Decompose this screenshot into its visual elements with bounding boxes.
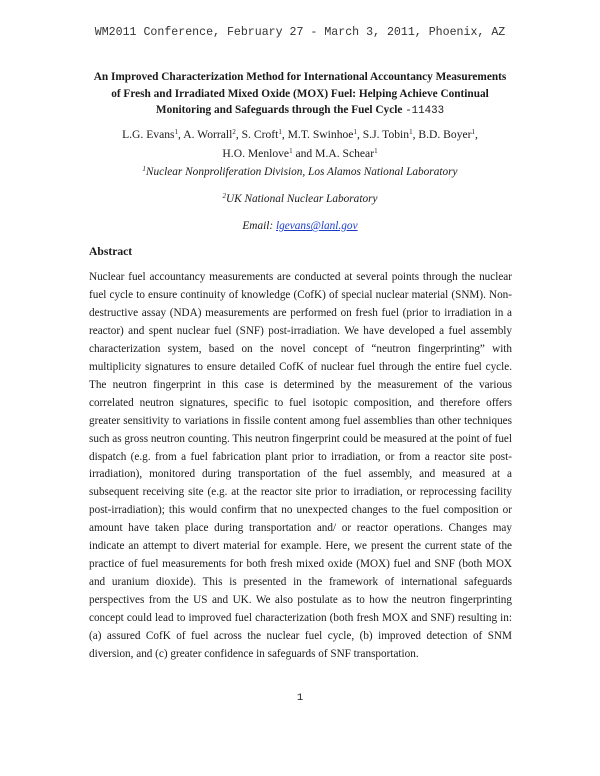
author: A. Worrall	[183, 128, 233, 141]
paper-title	[90, 69, 510, 120]
author: B.D. Boyer	[418, 128, 472, 141]
email-link[interactable]: lgevans@lanl.gov	[275, 220, 358, 232]
paper-id: -11433	[405, 105, 445, 117]
abstract-heading: Abstract	[89, 245, 133, 258]
author-aff: 1	[409, 128, 413, 136]
author-aff: 1	[374, 147, 378, 155]
author-aff: 1	[278, 128, 282, 136]
author-aff: 1	[353, 128, 357, 136]
author: M.T. Swinhoe	[287, 128, 354, 141]
abstract-body: Nuclear fuel accountancy measurements are conducted at several points through the nuclear fuel cycle to ensure continuity of knowledge (CofK) of special nuclear material (SNM). Non-destructive assay (NDA) measurements are performed on fresh fuel (prior to irradiation in a reactor) and spent nuclear fuel (SNF) post-irradiation. We have developed a fuel assembly characterization system, based on the novel concept of “neutron fingerprinting” with multiplicity signatures to ensure detailed CofK of nuclear fuel through the entire fuel cycle. The neutron fingerprint in this case is determined by the measurement of the various correlated neutron signatures, specific to fuel isotopic composition, and therefore offers greater sensitivity to variations in fissile content among fuel assemblies than other techniques such as gross neutron counting. This neutron fingerprint could be measured at the point of fuel dispatch (e.g. from a fuel fabrication plant prior to irradiation, or from a reactor site post-irradiation), monitored during transportation of the fuel assembly, and measured at a subsequent receiving site (e.g. at the reactor site prior to irradiation, or reprocessing facility post-irradiation); this would confirm that no unexpected changes to the fuel composition or amount have taken place during transportation and/ or reactor operations. Changes may indicate an attempt to divert material for example. Here, we present the current state of the practice of fuel measurements for both fresh mixed oxide (MOX) fuel and SNF (both MOX and uranium dioxide). This is presented in the framework of international safeguards perspectives from the US and UK. We also postulate as to how the neutron fingerprinting concept could lead to improved fuel characterization (both fresh MOX and SNF) resulting in: (a) assured CofK of fuel across the nuclear fuel cycle, (b) improved detection of SNM diversion, and (c) greater confidence in safeguards of SNF transportation.	[89, 271, 512, 661]
author-aff: 1	[174, 128, 179, 136]
author-aff: 1	[289, 147, 293, 155]
authors-conjunction: and	[295, 147, 313, 160]
author: H.O. Menlove	[222, 147, 290, 160]
author: S.J. Tobin	[362, 128, 410, 141]
affiliation-2	[0, 193, 600, 205]
author: L.G. Evans	[122, 128, 175, 141]
page-number: 1	[296, 692, 304, 704]
affiliation-name: Nuclear Nonproliferation Division, Los Alamos National Laboratory	[145, 166, 458, 178]
paper-title-text: An Improved Characterization Method for International Accountancy Measurements of Fresh and Irradiated Mixed Oxide (MOX) Fuel: Helping Achieve Continual Monitoring and Safeguards through the Fuel Cycle	[93, 71, 507, 116]
running-header: WM2011 Conference, February 27 - March 3, 2011, Phoenix, AZ	[94, 26, 506, 39]
author-list: L.G. Evans$^1$, A. Worrall$^2$, S. Croft$^1$, M.T. Swinhoe$^1$, S.J. Tobin$^1$, B.D. Boyer$^1$, H.O. Menlove$^1$ and M.A. Schear$^1$	[122, 128, 478, 160]
author-aff: 2	[232, 128, 236, 136]
affiliation-num: 2	[222, 192, 226, 200]
email-label: Email:	[242, 220, 274, 232]
affiliation-1	[0, 166, 600, 178]
author: M.A. Schear	[315, 147, 375, 160]
affiliation-name: UK National Nuclear Laboratory	[225, 193, 378, 205]
contact-email	[0, 220, 600, 232]
affiliation-num: 1	[142, 165, 146, 173]
author: S. Croft	[241, 128, 279, 141]
author-aff: 1	[471, 128, 476, 136]
